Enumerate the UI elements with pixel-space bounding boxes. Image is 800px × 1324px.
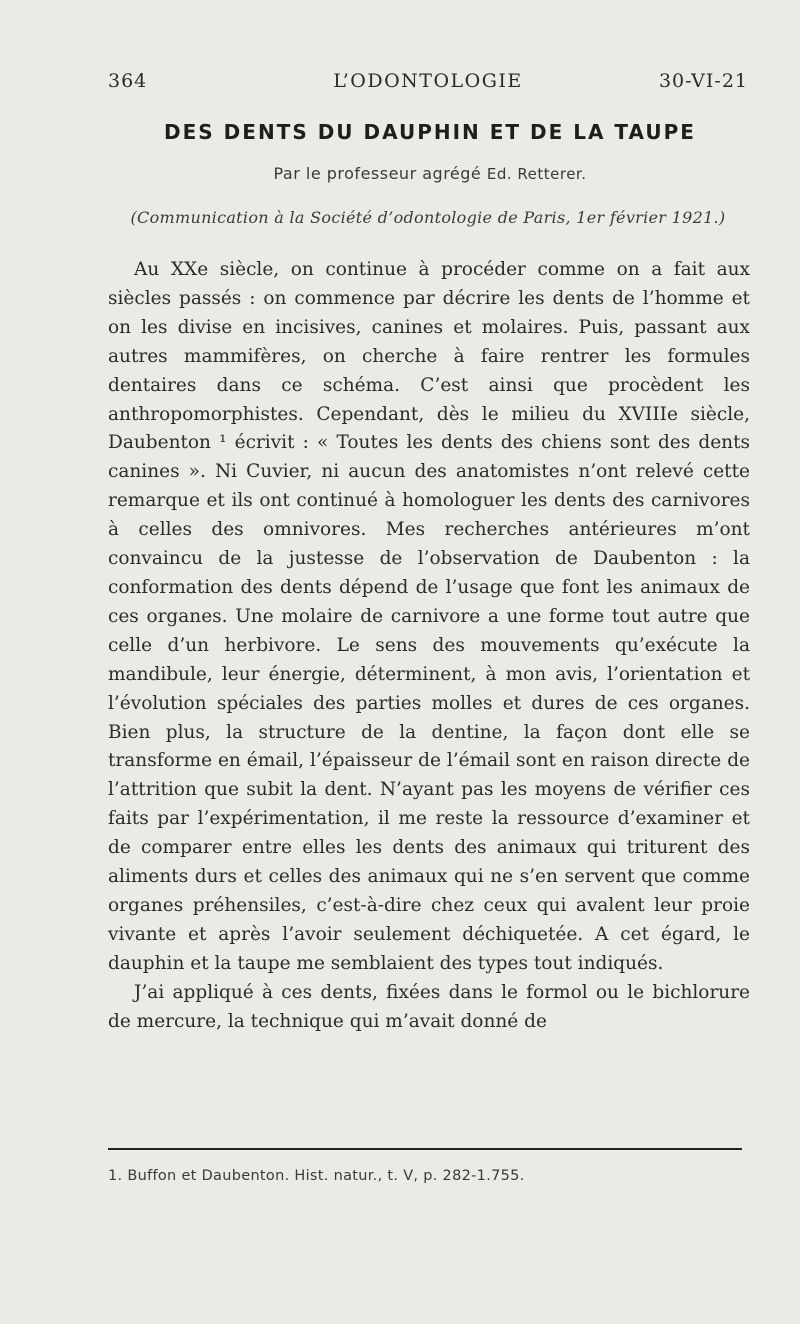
paragraph: J’ai appliqué à ces dents, fixées dans le formol ou le bichlorure de mercure, la technique qui m’avait donné de — [108, 981, 750, 1032]
author-name: Ed. Retterer. — [486, 165, 587, 183]
footnote: 1. Buffon et Daubenton. Hist. natur., t. V, p. 282-1.755. — [108, 1168, 525, 1184]
journal-title: L’ODONTOLOGIE — [333, 70, 523, 92]
issue-date: 30-VI-21 — [658, 70, 748, 92]
byline — [60, 164, 800, 183]
byline-prefix: Par le professeur agrégé — [273, 164, 482, 183]
article-title: DES DENTS DU DAUPHIN ET DE LA TAUPE — [164, 120, 696, 144]
communication-note: (Communication à la Société d’odontologie de Paris, 1er février 1921.) — [130, 208, 726, 227]
article-body — [108, 256, 750, 1036]
running-head — [108, 70, 748, 100]
paragraph: Au XXe siècle, on continue à procéder comme on a fait aux siècles passés : on commence par décrire les dents de l’homme et on les divise en incisives, canines et molaires. Puis, passant aux autres mammifères, on cherche à faire rentrer les formules dentaires dans ce schéma. C’est ainsi que procèdent les anthropomorphistes. Cependant, dès le milieu du XVIIIe siècle, Daubenton ¹ écrivit : « Toutes les dents des chiens sont des dents canines ». Ni Cuvier, ni aucun des anatomistes n’ont relevé cette remarque et ils ont continué à homologuer les dents des carnivores à celles des omnivores. Mes recherches antérieures m’ont convaincu de la justesse de l’observation de Daubenton : la conformation des dents dépend de l’usage que font les animaux de ces organes. Une molaire de carnivore a une forme tout autre que celle d’un herbivore. Le sens des mouvements qu’exécute la mandibule, leur énergie, déterminent, à mon avis, l’orientation et l’évolution spéciales des parties molles et dures de ces organes. Bien plus, la structure de la dentine, la façon dont elle se transforme en émail, l’épaisseur de l’émail sont en raison directe de l’attrition que subit la dent. N’ayant pas les moyens de vérifier ces faits par l’expérimentation, il me reste la ressource d’examiner et de comparer entre elles les dents des animaux qui triturent des aliments durs et celles des animaux qui ne s’en servent que comme organes préhensiles, c’est-à-dire chez ceux qui avalent leur proie vivante et après l’avoir seulement déchiquetée. A cet égard, le dauphin et la taupe me semblaient des types tout indiqués. — [108, 259, 750, 974]
footnote-divider — [108, 1148, 742, 1150]
page-number: 364 — [108, 70, 148, 92]
